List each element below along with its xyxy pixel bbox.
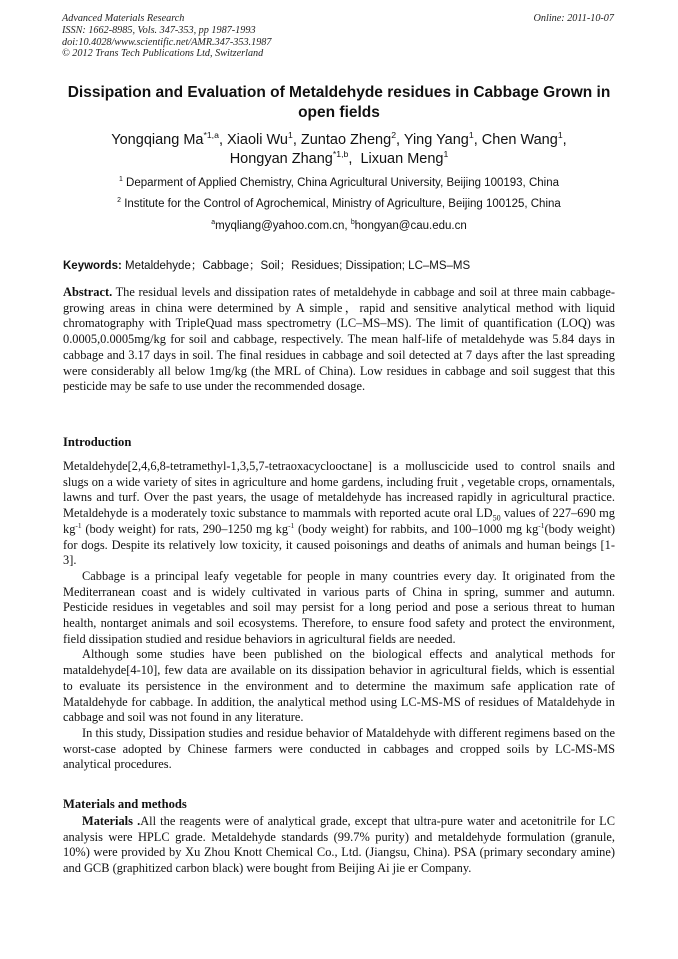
materials-label: Materials . [82,814,141,828]
email-link[interactable]: myqliang@yahoo.com.cn, [215,220,348,232]
doi-line: doi:10.4028/www.scientific.net/AMR.347-353.1987 [62,36,272,48]
author-mark: 2 [391,130,397,141]
affiliation-2 [56,198,622,210]
email-mark: a [211,219,216,227]
affiliation-text: Institute for the Control of Agrochemical, Ministry of Agriculture, Beijing 100125, China [124,198,561,210]
affiliation-number: 2 [117,197,122,205]
email-line [56,220,622,232]
author-name: Yongqiang Ma [111,132,204,148]
author-mark: *1,a [203,130,219,141]
author-name: Zuntao Zheng [300,132,392,148]
paper-title: Dissipation and Evaluation of Metaldehyde residues in Cabbage Grown in open fields [67,84,611,121]
abstract-text: The residual levels and dissipation rates of metaldehyde in cabbage and soil at three main cabbage-growing areas in china were determined by A simple，rapid and sensitive analytical method with liquid chromatography with TripleQuad mass spectrometry (LC–MS–MS). The limit of quantification (LOQ) was 0.0005,0.0005mg/kg for soil and cabbage, respectively. The mean half-life of metaldehyde was 5.84 days in cabbage and 3.17 days in soil. The final residues in cabbage and soil detected at 7 days after the last spreading were considerably all below 1mg/kg (the MRL of China). Low residues in cabbage and soil suggest that this pesticide may be safe to use under the recommended dosage. [63,285,615,394]
author-mark: 1 [557,130,563,141]
methods-body [63,814,615,877]
author-name: Xiaoli Wu [227,132,288,148]
keywords-text: Metaldehyde；Cabbage；Soil；Residues; Dissipation; LC–MS–MS [125,260,471,272]
affiliation-text: Deparment of Applied Chemistry, China Agricultural University, Beijing 100193, China [126,177,559,189]
intro-paragraph-1: Metaldehyde[2,4,6,8-tetramethyl-1,3,5,7-tetraoxacyclooctane] is a molluscicide used to control snails and slugs on a wide variety of sites in agriculture and home gardens, including fruit , vegetable crops, ornamentals, lawns and turf. Over the past years, the usage of metaldehyde has increased rapidly in agricultural practice. Metaldehyde is a moderately toxic substance to mammals with reported acute oral $LD_{50}$ values of 227–690 mg $kg^{-1}$ (body weight) for rats, 290–1250 mg $kg^{-1}$ (body weight) for rabbits, and 100–1000 mg $kg^{-1}(body$ weight) for dogs. Despite its relatively low toxicity, it caused poisonings and deaths of animals and human beings [1-3]. [63,459,615,568]
author-list: Yongqiang Ma$^{*1,a}$, Xiaoli Wu$^1$, Zuntao Zheng$^2$, Ying Yang$^1$, Chen Wang$^1$, Hongyan Zhang$^{*1,b}$, Lixuan Meng$^1$ [111,130,567,167]
email-link[interactable]: hongyan@cau.edu.cn [354,220,467,232]
materials-text: All the reagents were of analytical grade, except that ultra-pure water and acetonitrile for LC analysis were HPLC grade. Metaldehyde standards (99.7% purity) and metaldehyde formulation (granule, 10%) were provided by Xu Zhou Knott Chemical Co., Ltd. (Jiangsu, China). PSA (primary secondary amine) and GCB (graphitized carbon black) were bought from Beijing Ai jie er Company. [63,814,615,876]
author-mark: *1,b [332,149,349,160]
abstract-label: Abstract. [63,285,113,299]
author-name: Ying Yang [403,132,469,148]
journal-header [62,13,271,60]
affiliation-1 [56,177,622,189]
intro-paragraph-3: Although some studies have been published on the biological effects and analytical methods for mataldehyde[4-10], few data are available on its dissipation behavior in agricultural fields, which is essential to evaluate its persistence in the environment and to determine the maximum safe application rate of Mataldehyde for cabbage. In addition, the analytical method using LC-MS-MS of residues of Mataldehyde in cabbage and soil was not found in any literature. [63,647,615,725]
author-mark: 1 [443,149,449,160]
methods-heading: Materials and methods [63,797,187,811]
journal-name: Advanced Materials Research [62,13,185,24]
copyright-line: © 2012 Trans Tech Publications Ltd, Switzerland [62,48,264,60]
abstract [63,285,615,395]
keywords [63,257,470,273]
issn-line: ISSN: 1662-8985, Vols. 347-353, pp 1987-1993 [62,24,256,36]
affiliation-number: 1 [118,176,123,184]
intro-paragraph-2: Cabbage is a principal leafy vegetable for people in many countries every day. It originated from the Mediterranean coast and is widely cultivated in various parts of China in spring, summer and autumn. Pesticide residues in vegetables and soil may persist for a long period and pose a serious threat to human health, nontarget animals and soil ecosystems. Therefore, to ensure food safety and protect the environment, field dissipation studied and residue behaviors in agricultural fields are needed. [63,568,615,646]
keywords-label: Keywords: [63,260,122,272]
intro-paragraph-4: In this study, Dissipation studies and residue behavior of Mataldehyde with different regimens based on the worst-case adopted by Chinese farmers were conducted in cabbages and cropped soils by LC-MS-MS analytical procedures. [63,725,615,772]
introduction-body [63,459,615,773]
author-name: Lixuan Meng [360,151,444,167]
author-name: Hongyan Zhang [229,151,333,167]
email-mark: b [350,219,355,227]
online-date: Online: 2011-10-07 [533,13,614,24]
author-mark: 1 [287,130,293,141]
author-mark: 1 [468,130,474,141]
author-name: Chen Wang [481,132,558,148]
introduction-heading: Introduction [63,435,132,449]
